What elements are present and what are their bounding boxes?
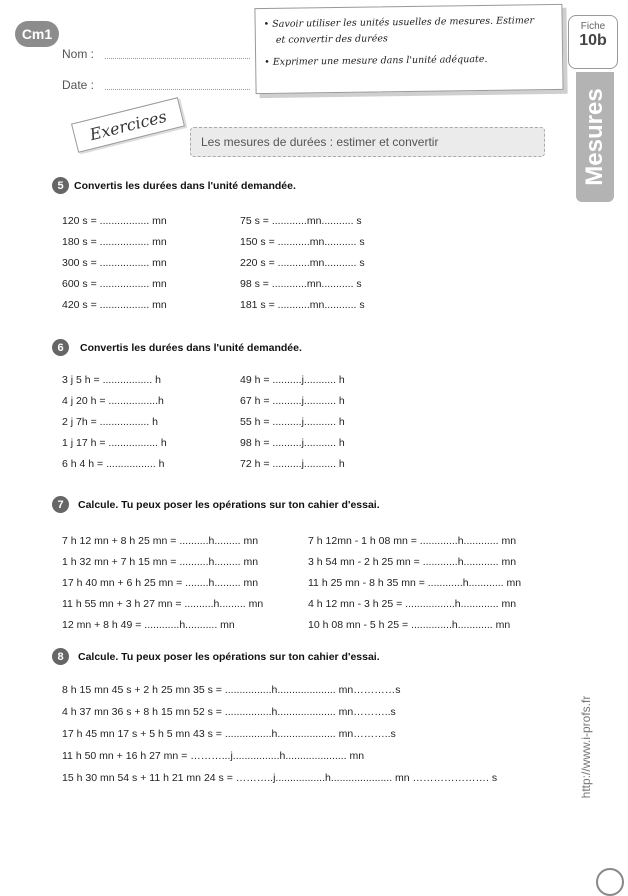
exercise-line: 67 h = ..........j........... h	[240, 395, 345, 407]
exercise-line: 49 h = ..........j........... h	[240, 374, 345, 386]
fiche-number: 10b	[579, 32, 607, 49]
exercise-line: 1 j 17 h = ................. h	[62, 437, 167, 449]
section-title: Convertis les durées dans l'unité demandée.	[80, 342, 302, 354]
exercise-line: 3 h 54 mn - 2 h 25 mn = ............h............ mn	[308, 556, 517, 568]
footer-url: http://www.i-profs.fr	[579, 695, 593, 799]
objective-item: • Exprimer une mesure dans l'unité adéquate.	[264, 53, 488, 69]
fiche-card	[568, 15, 618, 69]
exercise-line: 12 mn + 8 h 49 = ............h........... mn	[62, 619, 235, 631]
exercise-line: 15 h 30 mn 54 s + 11 h 21 mn 24 s = ………..j.................h..................... mn …………………. s	[62, 772, 498, 784]
exercise-line: 11 h 55 mn + 3 h 27 mn = ..........h......... mn	[62, 598, 264, 610]
exercise-line: 180 s = ................. mn	[62, 236, 167, 248]
exercise-line: 6 h 4 h = ................. h	[62, 458, 165, 470]
exercise-line: 3 j 5 h = ................. h	[62, 374, 161, 386]
exercise-line: 1 h 32 mn + 7 h 15 mn = ..........h......... mn	[62, 556, 259, 568]
exercise-line: 300 s = ................. mn	[62, 257, 167, 269]
date-field	[62, 78, 94, 92]
section-title: Calcule. Tu peux poser les opérations sur ton cahier d'essai.	[78, 651, 380, 663]
exercise-line: 4 h 37 mn 36 s + 8 h 15 mn 52 s = ................h.................... mn………..s	[62, 706, 396, 718]
fiche-label: Fiche	[580, 21, 606, 32]
exercise-line: 7 h 12mn - 1 h 08 mn = .............h............ mn	[308, 535, 517, 547]
section-title: Convertis les durées dans l'unité demandée.	[74, 180, 296, 192]
level-badge: Cm1	[15, 21, 59, 47]
exercise-line: 11 h 50 mn + 16 h 27 mn = ………...j................h..................... mn	[62, 750, 365, 762]
exercise-line: 17 h 45 mn 17 s + 5 h 5 mn 43 s = ................h.................... mn………..s	[62, 728, 396, 740]
name-input-line[interactable]	[105, 58, 250, 59]
objective-item: • Savoir utiliser les unités usuelles de mesures. Estimer	[263, 15, 535, 31]
name-field	[62, 47, 94, 61]
exercise-line: 11 h 25 mn - 8 h 35 mn = ............h............ mn	[308, 577, 522, 589]
subject-label: Mesures	[581, 88, 608, 186]
exercise-line: 220 s = ...........mn........... s	[240, 257, 365, 269]
section-number: 8	[52, 648, 69, 665]
exercise-line: 150 s = ...........mn........... s	[240, 236, 365, 248]
exercise-line: 98 h = ..........j........... h	[240, 437, 345, 449]
section-number: 6	[52, 339, 69, 356]
exercise-line: 120 s = ................. mn	[62, 215, 167, 227]
page-title: Les mesures de durées : estimer et convertir	[190, 127, 545, 157]
exercise-line: 8 h 15 mn 45 s + 2 h 25 mn 35 s = ................h.................... mn…………s	[62, 684, 401, 696]
section-number: 7	[52, 496, 69, 513]
exercise-line: 2 j 7h = ................. h	[62, 416, 159, 428]
corner-circle-decoration	[596, 868, 624, 896]
date-label: Date :	[62, 78, 95, 92]
exercise-line: 72 h = ..........j........... h	[240, 458, 345, 470]
exercise-line: 75 s = ............mn........... s	[240, 215, 362, 227]
exercise-line: 4 j 20 h = .................h	[62, 395, 164, 407]
name-label: Nom :	[62, 47, 95, 61]
objective-item-continued: et convertir des durées	[275, 33, 388, 46]
exercise-line: 420 s = ................. mn	[62, 299, 167, 311]
exercise-line: 4 h 12 mn - 3 h 25 = .................h............. mn	[308, 598, 517, 610]
exercise-line: 98 s = ............mn........... s	[240, 278, 362, 290]
exercise-line: 55 h = ..........j........... h	[240, 416, 345, 428]
exercise-line: 181 s = ...........mn........... s	[240, 299, 365, 311]
subject-sidebar	[576, 72, 614, 202]
exercise-line: 600 s = ................. mn	[62, 278, 167, 290]
section-number: 5	[52, 177, 69, 194]
exercises-tag: Exercices	[71, 97, 185, 153]
exercise-line: 7 h 12 mn + 8 h 25 mn = ..........h......... mn	[62, 535, 259, 547]
objectives-box	[254, 4, 563, 94]
section-title: Calcule. Tu peux poser les opérations sur ton cahier d'essai.	[78, 499, 380, 511]
exercise-line: 10 h 08 mn - 5 h 25 = ..............h............ mn	[308, 619, 511, 631]
exercise-line: 17 h 40 mn + 6 h 25 mn = ........h......... mn	[62, 577, 259, 589]
date-input-line[interactable]	[105, 89, 250, 90]
